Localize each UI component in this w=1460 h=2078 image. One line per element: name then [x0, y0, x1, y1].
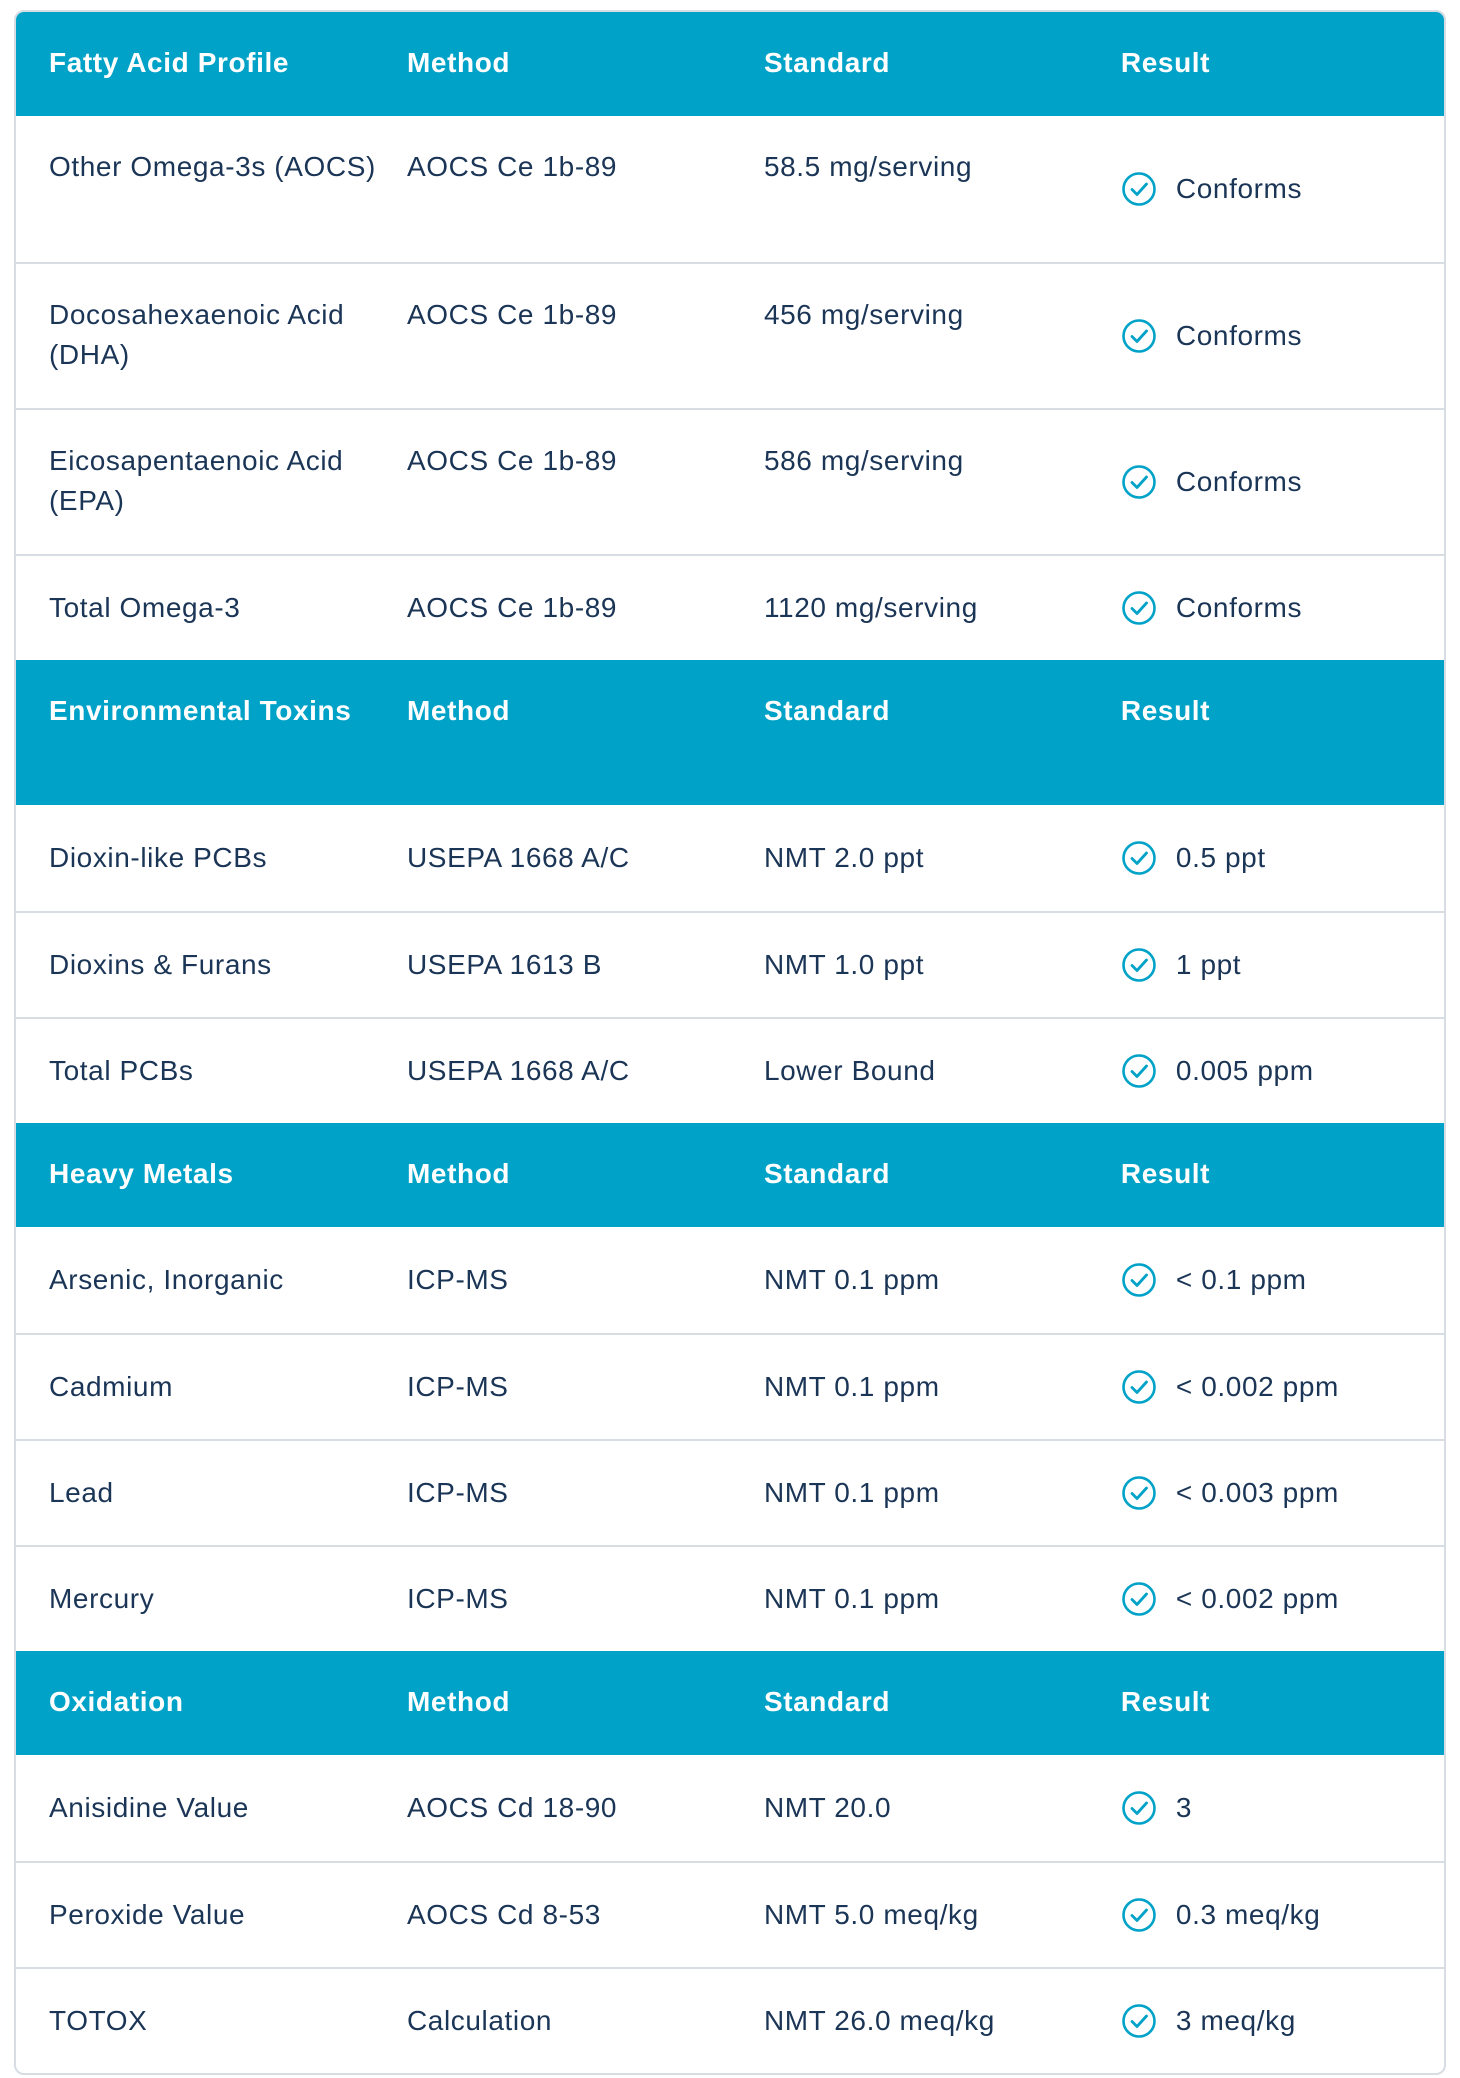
result-value: Conforms [1175, 466, 1303, 497]
method-column-header: Method [406, 695, 511, 726]
table-row [16, 1333, 1444, 1439]
table-row [16, 1861, 1444, 1967]
section-header-environmental-toxins [16, 660, 1444, 805]
section-title: Heavy Metals [49, 1158, 234, 1189]
row-standard: 456 mg/serving [763, 299, 964, 330]
row-result [1121, 1260, 1444, 1300]
row-name: Dioxin-like PCBs [49, 842, 268, 873]
row-result [1121, 169, 1444, 209]
method-column-header: Method [406, 1686, 511, 1717]
result-value: < 0.002 ppm [1175, 1371, 1339, 1402]
row-method: AOCS Ce 1b-89 [406, 445, 618, 476]
result-value: < 0.002 ppm [1175, 1583, 1339, 1614]
row-standard: NMT 0.1 ppm [763, 1264, 940, 1295]
row-standard: Lower Bound [763, 1055, 936, 1086]
row-method: USEPA 1613 B [406, 949, 602, 980]
section-title: Oxidation [49, 1686, 184, 1717]
check-circle-icon [1121, 2003, 1157, 2039]
result-value: 3 meq/kg [1175, 2005, 1296, 2036]
result-value: 3 [1175, 1792, 1193, 1823]
table-row [16, 1967, 1444, 2073]
row-name: Other Omega-3s (AOCS) [49, 151, 376, 182]
row-result [1121, 1579, 1444, 1619]
row-standard: NMT 26.0 meq/kg [763, 2005, 995, 2036]
row-standard: NMT 20.0 [763, 1792, 892, 1823]
test-results-table [14, 10, 1446, 2075]
row-standard: 586 mg/serving [763, 445, 964, 476]
row-method: ICP-MS [406, 1371, 509, 1402]
check-circle-icon [1121, 590, 1157, 626]
row-name: Cadmium [49, 1371, 174, 1402]
table-row [16, 1755, 1444, 1861]
section-title: Environmental Toxins [49, 695, 352, 726]
result-value: Conforms [1175, 320, 1303, 351]
row-method: AOCS Cd 18-90 [406, 1792, 618, 1823]
row-standard: NMT 0.1 ppm [763, 1583, 940, 1614]
standard-column-header: Standard [763, 47, 891, 78]
row-name: Docosahexaenoic Acid (DHA) [49, 299, 345, 370]
check-circle-icon [1121, 1790, 1157, 1826]
row-result [1121, 1788, 1444, 1828]
check-circle-icon [1121, 171, 1157, 207]
result-value: Conforms [1175, 592, 1303, 623]
row-name: Dioxins & Furans [49, 949, 272, 980]
row-name: Mercury [49, 1583, 155, 1614]
standard-column-header: Standard [763, 1686, 891, 1717]
row-method: AOCS Ce 1b-89 [406, 151, 618, 182]
result-value: 0.5 ppt [1175, 842, 1266, 873]
check-circle-icon [1121, 947, 1157, 983]
result-column-header: Result [1120, 1686, 1211, 1717]
table-row [16, 805, 1444, 911]
row-name: Eicosapentaenoic Acid (EPA) [49, 445, 344, 516]
row-method: Calculation [406, 2005, 553, 2036]
row-standard: NMT 2.0 ppt [763, 842, 925, 873]
result-column-header: Result [1120, 695, 1211, 726]
check-circle-icon [1121, 464, 1157, 500]
row-method: AOCS Ce 1b-89 [406, 592, 618, 623]
section-header-heavy-metals [16, 1123, 1444, 1227]
table-row [16, 911, 1444, 1017]
row-standard: NMT 0.1 ppm [763, 1477, 940, 1508]
row-standard: 58.5 mg/serving [763, 151, 973, 182]
row-standard: NMT 1.0 ppt [763, 949, 925, 980]
row-method: USEPA 1668 A/C [406, 842, 630, 873]
row-result [1121, 462, 1444, 502]
row-result [1121, 2001, 1444, 2041]
row-name: Total PCBs [49, 1055, 194, 1086]
row-result [1121, 316, 1444, 356]
row-result [1121, 945, 1444, 985]
check-circle-icon [1121, 1897, 1157, 1933]
result-value: < 0.1 ppm [1175, 1264, 1307, 1295]
row-result [1121, 1051, 1444, 1091]
row-result [1121, 1473, 1444, 1513]
result-column-header: Result [1120, 47, 1211, 78]
table-row [16, 1439, 1444, 1545]
result-value: 1 ppt [1175, 949, 1242, 980]
row-method: ICP-MS [406, 1477, 509, 1508]
row-name: Lead [49, 1477, 114, 1508]
table-row [16, 262, 1444, 408]
standard-column-header: Standard [763, 1158, 891, 1189]
row-method: AOCS Ce 1b-89 [406, 299, 618, 330]
section-header-fatty-acid-profile [16, 12, 1444, 116]
row-method: ICP-MS [406, 1264, 509, 1295]
row-method: AOCS Cd 8-53 [406, 1899, 601, 1930]
method-column-header: Method [406, 47, 511, 78]
row-result [1121, 838, 1444, 878]
table-row [16, 116, 1444, 262]
table-row [16, 554, 1444, 660]
row-name: Arsenic, Inorganic [49, 1264, 284, 1295]
row-method: ICP-MS [406, 1583, 509, 1614]
row-result [1121, 1367, 1444, 1407]
row-standard: NMT 5.0 meq/kg [763, 1899, 979, 1930]
section-title: Fatty Acid Profile [49, 47, 290, 78]
row-standard: NMT 0.1 ppm [763, 1371, 940, 1402]
check-circle-icon [1121, 1369, 1157, 1405]
result-value: 0.3 meq/kg [1175, 1899, 1321, 1930]
row-name: Total Omega-3 [49, 592, 241, 623]
standard-column-header: Standard [763, 695, 891, 726]
check-circle-icon [1121, 840, 1157, 876]
result-column-header: Result [1120, 1158, 1211, 1189]
row-standard: 1120 mg/serving [763, 592, 978, 623]
check-circle-icon [1121, 318, 1157, 354]
section-header-oxidation [16, 1651, 1444, 1755]
row-name: Peroxide Value [49, 1899, 246, 1930]
table-row [16, 1545, 1444, 1651]
result-value: Conforms [1175, 173, 1303, 204]
check-circle-icon [1121, 1053, 1157, 1089]
row-method: USEPA 1668 A/C [406, 1055, 630, 1086]
table-row [16, 1227, 1444, 1333]
table-row [16, 408, 1444, 554]
result-value: 0.005 ppm [1175, 1055, 1314, 1086]
check-circle-icon [1121, 1262, 1157, 1298]
row-name: Anisidine Value [49, 1792, 249, 1823]
table-row [16, 1017, 1444, 1123]
row-result [1121, 1895, 1444, 1935]
method-column-header: Method [406, 1158, 511, 1189]
result-value: < 0.003 ppm [1175, 1477, 1339, 1508]
row-result [1121, 588, 1444, 628]
check-circle-icon [1121, 1581, 1157, 1617]
row-name: TOTOX [49, 2005, 148, 2036]
check-circle-icon [1121, 1475, 1157, 1511]
